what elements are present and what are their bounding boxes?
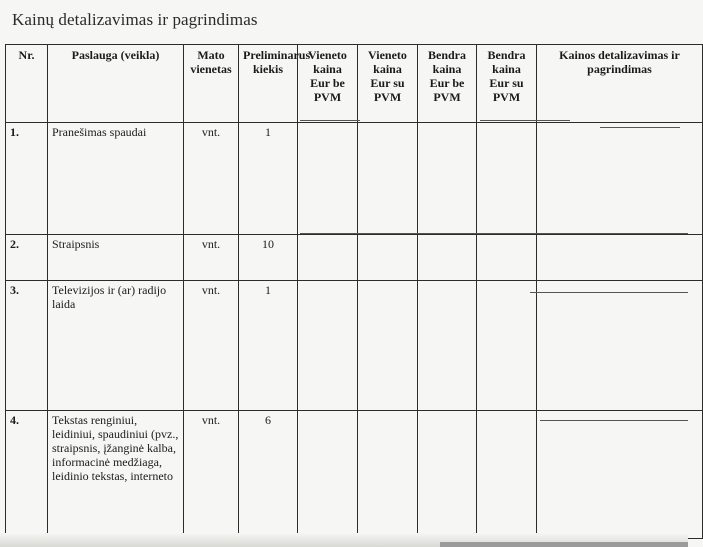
row-empty-cell[interactable] bbox=[418, 411, 477, 539]
row-empty-cell[interactable] bbox=[298, 411, 358, 539]
row-empty-cell[interactable] bbox=[477, 281, 537, 411]
row-nr: 2. bbox=[6, 235, 48, 281]
header-total-ex-vat: Bendra kaina Eur be PVM bbox=[418, 45, 477, 123]
row-empty-cell[interactable] bbox=[537, 235, 703, 281]
row-unit: vnt. bbox=[184, 411, 239, 539]
row-nr: 3. bbox=[6, 281, 48, 411]
header-unit-price-inc-vat: Vieneto kaina Eur su PVM bbox=[358, 45, 418, 123]
scan-line bbox=[300, 233, 688, 234]
row-nr: 1. bbox=[6, 123, 48, 235]
row-empty-cell[interactable] bbox=[477, 235, 537, 281]
header-service: Paslauga (veikla) bbox=[48, 45, 184, 123]
row-empty-cell[interactable] bbox=[418, 123, 477, 235]
scan-line bbox=[540, 420, 688, 421]
row-service: Televizijos ir (ar) radijo laida bbox=[48, 281, 184, 411]
header-nr: Nr. bbox=[6, 45, 48, 123]
header-qty: Preliminarus kiekis bbox=[239, 45, 298, 123]
row-empty-cell[interactable] bbox=[537, 411, 703, 539]
header-unit: Mato vienetas bbox=[184, 45, 239, 123]
table-row bbox=[6, 235, 703, 281]
row-empty-cell[interactable] bbox=[418, 281, 477, 411]
row-qty: 1 bbox=[239, 123, 298, 235]
scan-line bbox=[480, 120, 570, 121]
row-service: Pranešimas spaudai bbox=[48, 123, 184, 235]
scan-line bbox=[600, 127, 680, 128]
row-empty-cell[interactable] bbox=[358, 281, 418, 411]
scan-line bbox=[300, 120, 360, 121]
row-unit: vnt. bbox=[184, 235, 239, 281]
header-unit-price-ex-vat: Vieneto kaina Eur be PVM bbox=[298, 45, 358, 123]
row-empty-cell[interactable] bbox=[298, 123, 358, 235]
header-justification: Kainos detalizavimas ir pagrindimas bbox=[537, 45, 703, 123]
row-nr: 4. bbox=[6, 411, 48, 539]
table-row bbox=[6, 123, 703, 235]
page-title: Kainų detalizavimas ir pagrindimas bbox=[12, 10, 258, 29]
row-service: Straipsnis bbox=[48, 235, 184, 281]
table-row bbox=[6, 281, 703, 411]
table-row bbox=[6, 411, 703, 539]
row-empty-cell[interactable] bbox=[358, 411, 418, 539]
row-empty-cell[interactable] bbox=[418, 235, 477, 281]
row-unit: vnt. bbox=[184, 123, 239, 235]
row-empty-cell[interactable] bbox=[358, 235, 418, 281]
header-total-inc-vat: Bendra kaina Eur su PVM bbox=[477, 45, 537, 123]
row-empty-cell[interactable] bbox=[298, 235, 358, 281]
scan-shadow bbox=[440, 542, 688, 547]
row-empty-cell[interactable] bbox=[537, 123, 703, 235]
row-empty-cell[interactable] bbox=[477, 123, 537, 235]
row-empty-cell[interactable] bbox=[358, 123, 418, 235]
row-empty-cell[interactable] bbox=[537, 281, 703, 411]
row-qty: 1 bbox=[239, 281, 298, 411]
row-qty: 6 bbox=[239, 411, 298, 539]
row-empty-cell[interactable] bbox=[298, 281, 358, 411]
row-service: Tekstas renginiui, leidiniui, spaudiniui (pvz., straipsnis, įžanginė kalba, informacinė medžiaga, leidinio tekstas, interneto bbox=[48, 411, 184, 539]
row-qty: 10 bbox=[239, 235, 298, 281]
row-unit: vnt. bbox=[184, 281, 239, 411]
scan-line bbox=[530, 292, 688, 293]
row-empty-cell[interactable] bbox=[477, 411, 537, 539]
header-row bbox=[6, 45, 703, 123]
